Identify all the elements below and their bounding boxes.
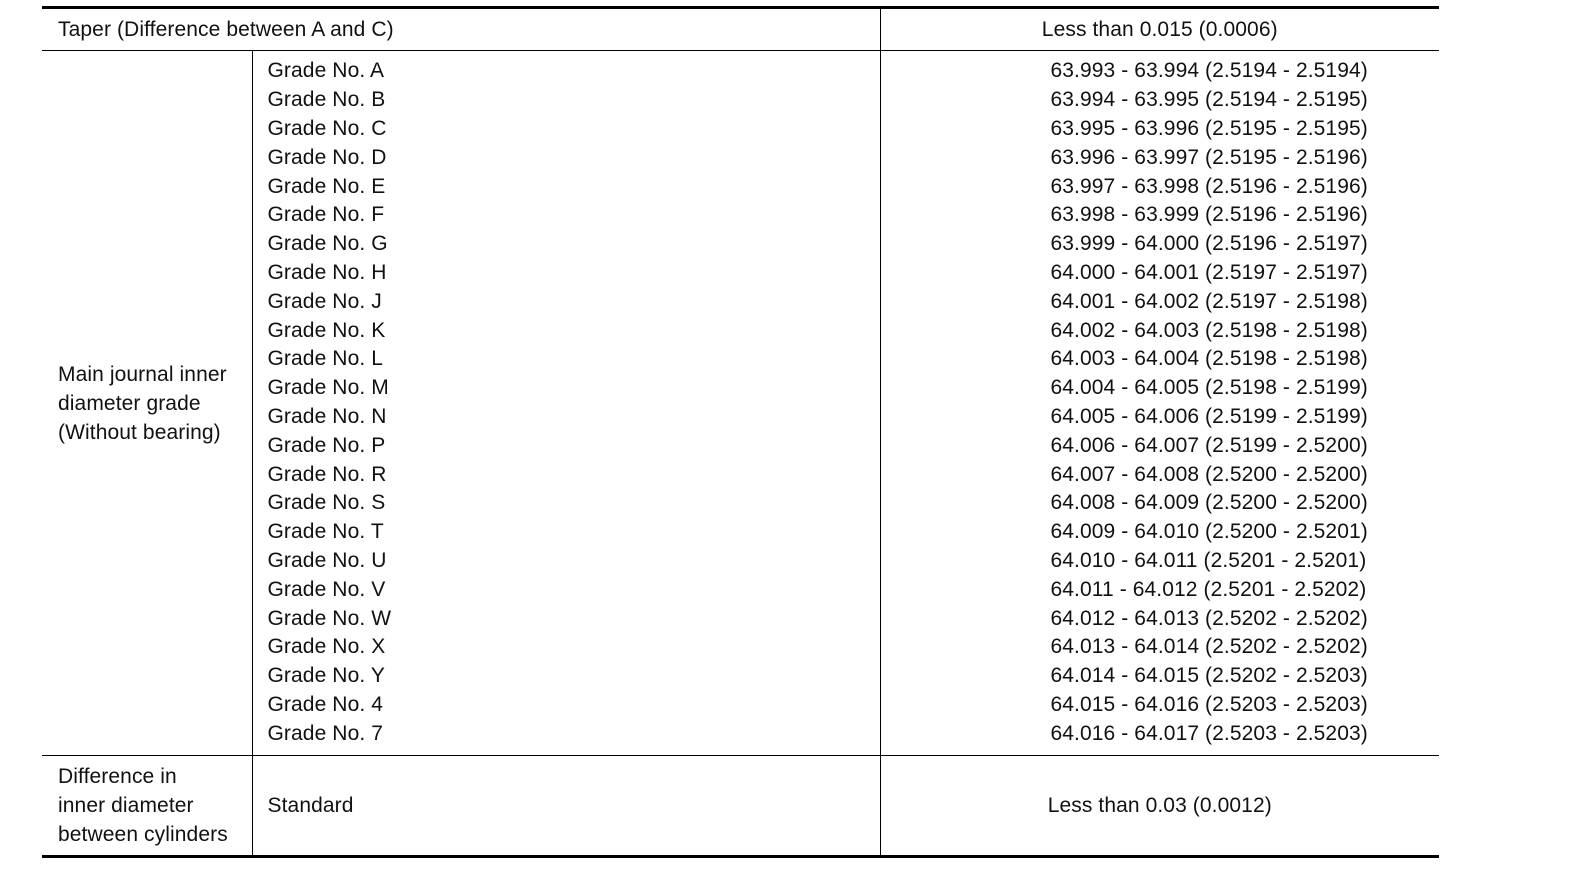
main-journal-row <box>42 51 1439 756</box>
grade-value: 64.004 - 64.005 (2.5198 - 2.5199) <box>1050 376 1368 400</box>
grade-name: Grade No. 7 <box>267 721 383 745</box>
grade-names-cell <box>252 51 880 756</box>
main-journal-label <box>42 51 252 756</box>
grade-value: 64.015 - 64.016 (2.5203 - 2.5203) <box>1050 692 1368 716</box>
grade-name: Grade No. L <box>267 347 383 371</box>
spec-table <box>42 6 1439 858</box>
grade-name: Grade No. C <box>267 117 387 141</box>
difference-label-line: between cylinders <box>58 823 228 846</box>
grade-name: Grade No. G <box>267 232 388 256</box>
grade-value: 64.003 - 64.004 (2.5198 - 2.5198) <box>1050 347 1368 371</box>
grade-value: 64.000 - 64.001 (2.5197 - 2.5197) <box>1050 261 1368 285</box>
grade-value: 63.995 - 63.996 (2.5195 - 2.5195) <box>1050 117 1368 141</box>
grade-name: Grade No. N <box>267 405 387 428</box>
grade-value: 64.013 - 64.014 (2.5202 - 2.5202) <box>1050 635 1368 659</box>
grade-value: 63.999 - 64.000 (2.5196 - 2.5197) <box>1050 232 1368 256</box>
grade-name: Grade No. T <box>267 520 384 544</box>
difference-value: Less than 0.03 (0.0012) <box>880 756 1439 857</box>
grade-values-cell <box>880 51 1439 756</box>
difference-label <box>42 756 252 857</box>
difference-label-line: Difference in <box>58 765 177 788</box>
grade-value: 64.007 - 64.008 (2.5200 - 2.5200) <box>1050 462 1368 486</box>
grade-name: Grade No. E <box>267 174 386 198</box>
grade-name: Grade No. V <box>267 577 386 601</box>
grade-value: 64.005 - 64.006 (2.5199 - 2.5199) <box>1050 405 1368 428</box>
main-journal-label-line: (Without bearing) <box>58 420 221 444</box>
grade-name: Grade No. X <box>267 635 386 659</box>
grade-value: 64.001 - 64.002 (2.5197 - 2.5198) <box>1050 289 1368 313</box>
grade-value: 63.996 - 63.997 (2.5195 - 2.5196) <box>1050 145 1368 169</box>
grade-name: Grade No. R <box>267 462 387 486</box>
grade-name: Grade No. M <box>267 376 389 400</box>
grade-name: Grade No. A <box>267 59 385 83</box>
grade-name: Grade No. J <box>267 289 382 313</box>
taper-label: Taper (Difference between A and C) <box>42 8 880 51</box>
grade-name: Grade No. W <box>267 606 392 630</box>
grade-name: Grade No. U <box>267 548 387 572</box>
grade-name: Grade No. Y <box>267 664 385 688</box>
grade-value: 64.006 - 64.007 (2.5199 - 2.5200) <box>1050 433 1368 457</box>
grade-name: Grade No. S <box>267 491 386 515</box>
grade-name: Grade No. K <box>267 318 386 342</box>
taper-row <box>42 8 1439 51</box>
grade-name: Grade No. F <box>267 203 385 227</box>
grade-value: 63.997 - 63.998 (2.5196 - 2.5196) <box>1050 174 1368 198</box>
difference-label-line: inner diameter <box>58 794 194 817</box>
grade-value: 63.994 - 63.995 (2.5194 - 2.5195) <box>1050 88 1368 112</box>
grade-name: Grade No. H <box>267 261 387 285</box>
grade-value: 64.011 - 64.012 (2.5201 - 2.5202) <box>1050 577 1367 601</box>
grade-name: Grade No. D <box>267 145 387 169</box>
grade-name: Grade No. P <box>267 433 386 457</box>
main-journal-label-line: Main journal inner <box>58 362 227 386</box>
grade-value: 64.009 - 64.010 (2.5200 - 2.5201) <box>1050 520 1368 544</box>
main-journal-label-line: diameter grade <box>58 391 201 415</box>
grade-name: Grade No. 4 <box>267 692 383 716</box>
difference-row <box>42 756 1439 857</box>
grade-value: 64.008 - 64.009 (2.5200 - 2.5200) <box>1050 491 1368 515</box>
grade-value: 64.010 - 64.011 (2.5201 - 2.5201) <box>1050 548 1367 572</box>
grade-name: Grade No. B <box>267 88 386 112</box>
grade-value: 63.998 - 63.999 (2.5196 - 2.5196) <box>1050 203 1368 227</box>
grade-value: 63.993 - 63.994 (2.5194 - 2.5194) <box>1050 59 1368 83</box>
difference-sub-label: Standard <box>252 756 880 857</box>
grade-value: 64.016 - 64.017 (2.5203 - 2.5203) <box>1050 721 1368 745</box>
grade-value: 64.014 - 64.015 (2.5202 - 2.5203) <box>1050 664 1368 688</box>
grade-value: 64.012 - 64.013 (2.5202 - 2.5202) <box>1050 606 1368 630</box>
grade-value: 64.002 - 64.003 (2.5198 - 2.5198) <box>1050 318 1368 342</box>
taper-value: Less than 0.015 (0.0006) <box>880 8 1439 51</box>
